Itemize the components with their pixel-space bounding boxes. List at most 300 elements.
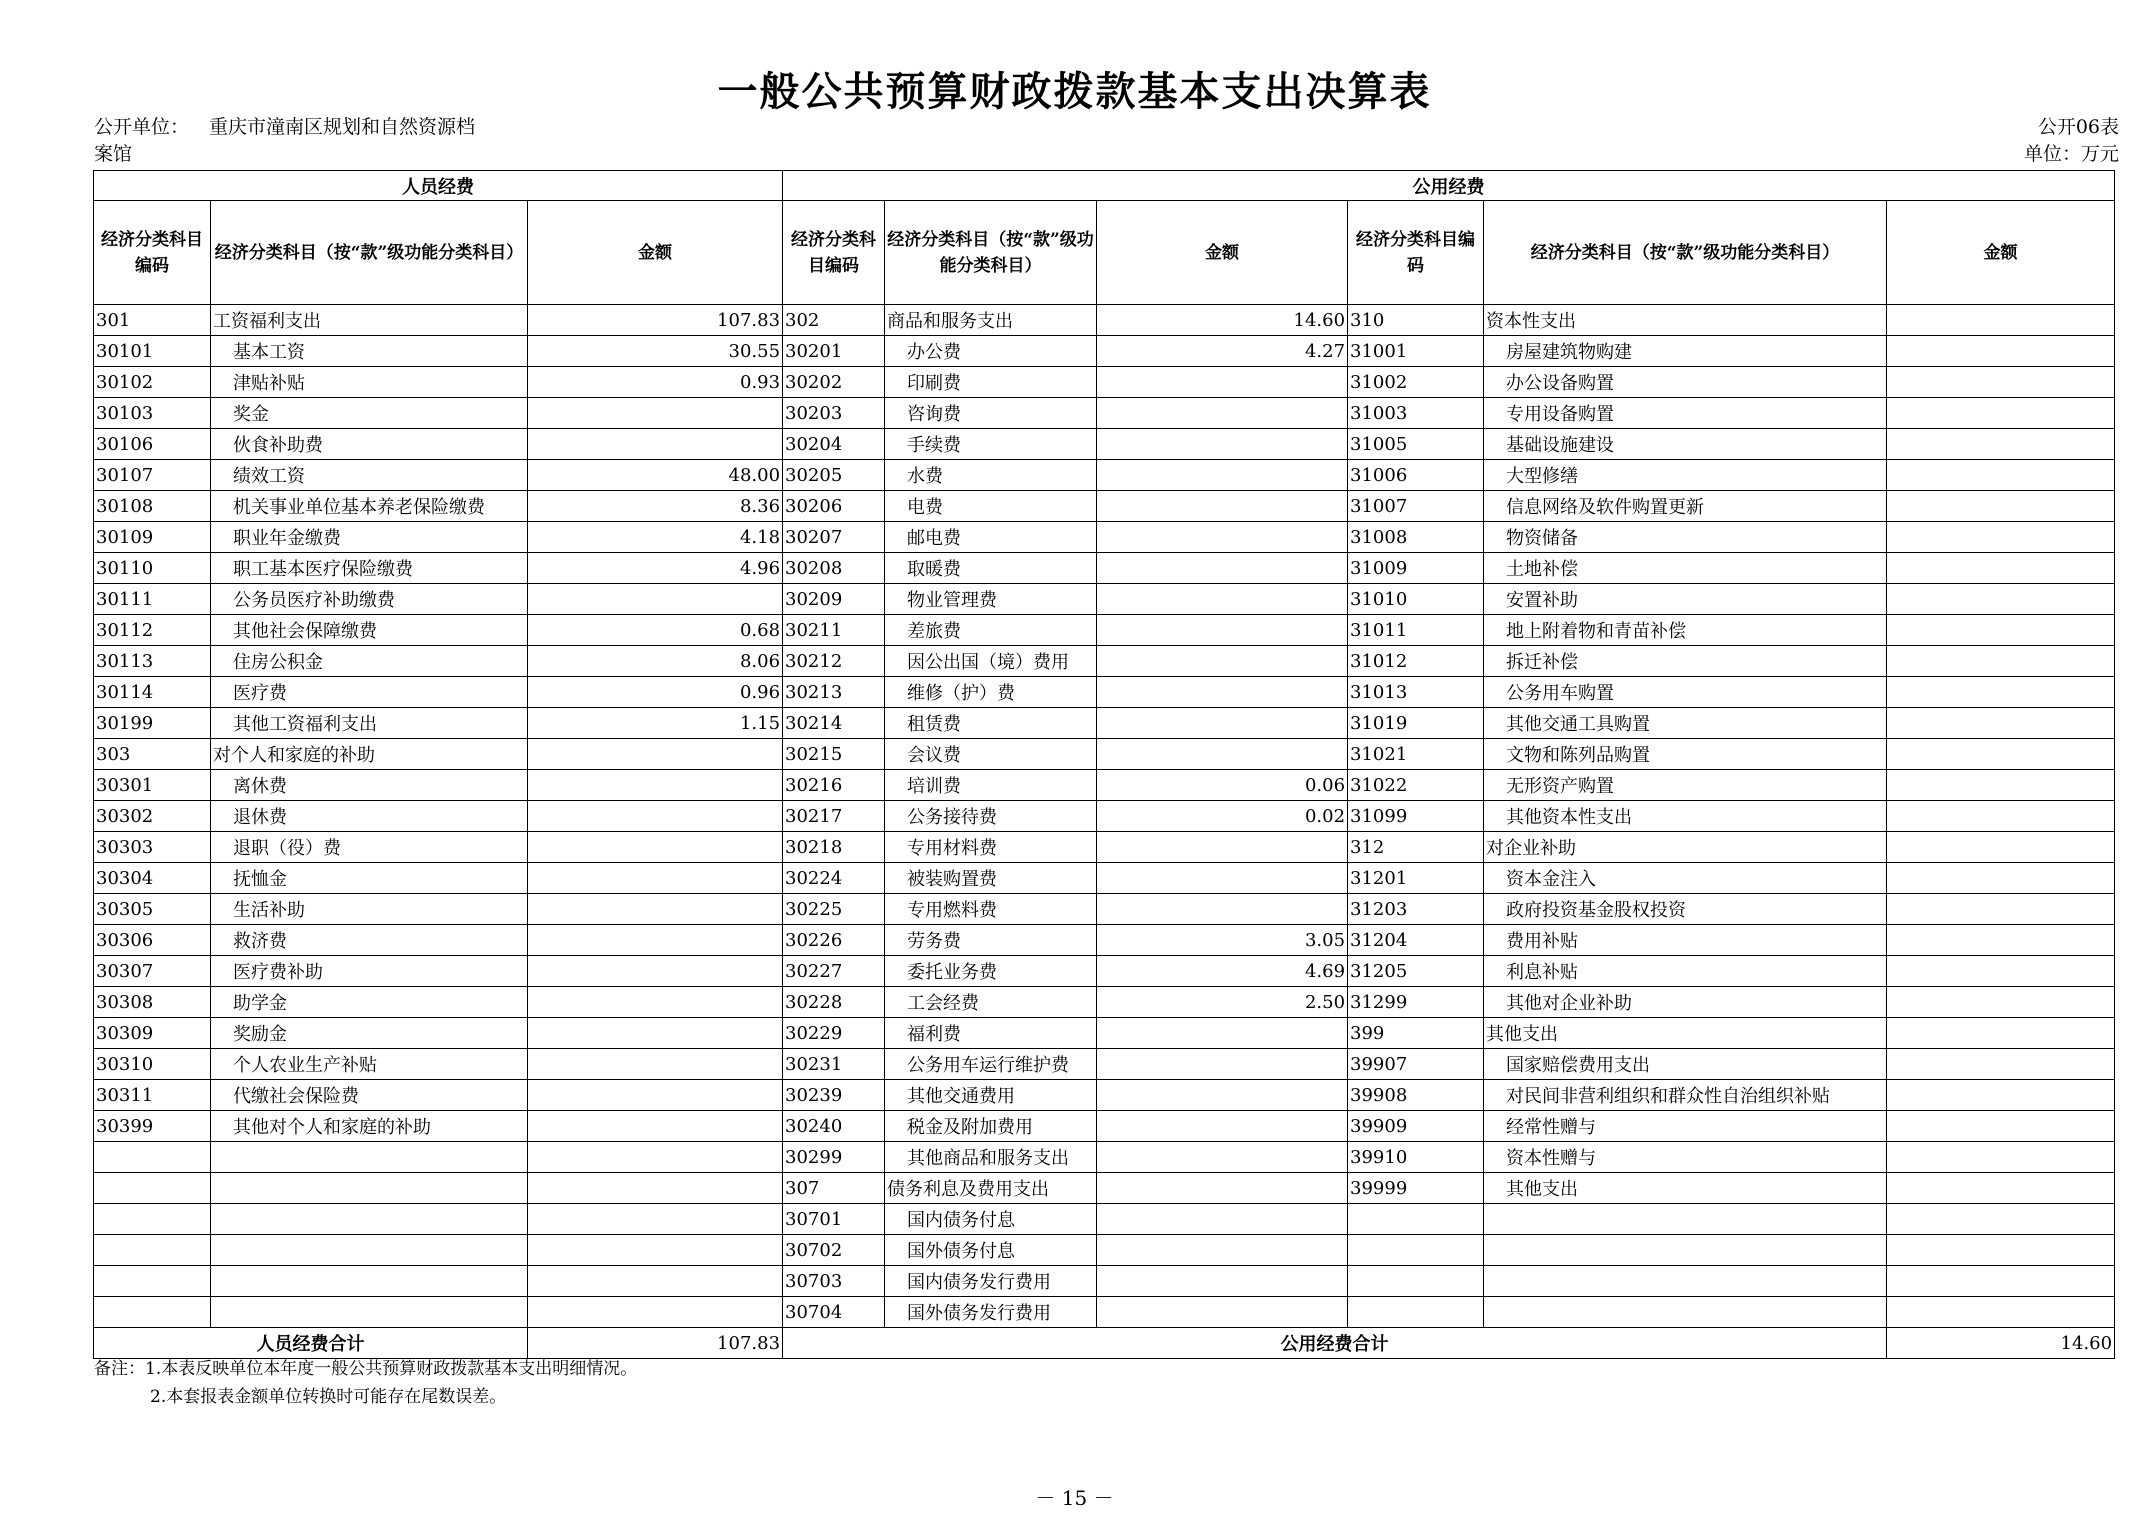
col-header-amount: 金额: [1887, 201, 2115, 305]
amount-cell: [528, 863, 783, 894]
table-row: [94, 553, 2115, 584]
col-header-amount: 金额: [528, 201, 783, 305]
table-row: [94, 677, 2115, 708]
table-row: [94, 925, 2115, 956]
amount-cell: [1097, 1235, 1348, 1266]
code-cell: 30101: [94, 336, 211, 367]
code-cell: 30114: [94, 677, 211, 708]
item-name-cell: 生活补助: [211, 894, 528, 925]
code-cell: 31012: [1348, 646, 1484, 677]
item-name-cell: 会议费: [885, 739, 1097, 770]
amount-cell: 0.96: [528, 677, 783, 708]
code-cell: 30239: [783, 1080, 885, 1111]
code-cell: 30108: [94, 491, 211, 522]
amount-cell: [528, 1018, 783, 1049]
table-row: [94, 1297, 2115, 1328]
item-name-cell: 国内债务付息: [885, 1204, 1097, 1235]
code-cell: 30109: [94, 522, 211, 553]
code-cell: 30301: [94, 770, 211, 801]
code-cell: 30209: [783, 584, 885, 615]
table-row: [94, 305, 2115, 336]
item-name-cell: 物业管理费: [885, 584, 1097, 615]
item-name-cell: 职工基本医疗保险缴费: [211, 553, 528, 584]
code-cell: 301: [94, 305, 211, 336]
col-header-amount: 金额: [1097, 201, 1348, 305]
code-cell: [1348, 1266, 1484, 1297]
table-row: [94, 1204, 2115, 1235]
table-row: [94, 956, 2115, 987]
amount-cell: 48.00: [528, 460, 783, 491]
amount-cell: [528, 925, 783, 956]
table-row: [94, 646, 2115, 677]
code-cell: 31013: [1348, 677, 1484, 708]
totals-row: [94, 1328, 2115, 1359]
amount-cell: [528, 832, 783, 863]
amount-cell: 0.02: [1097, 801, 1348, 832]
item-name-cell: 对个人和家庭的补助: [211, 739, 528, 770]
amount-cell: [528, 1235, 783, 1266]
item-name-cell: 工资福利支出: [211, 305, 528, 336]
code-cell: 39907: [1348, 1049, 1484, 1080]
item-name-cell: 委托业务费: [885, 956, 1097, 987]
code-cell: 31099: [1348, 801, 1484, 832]
code-cell: [94, 1235, 211, 1266]
item-name-cell: 债务利息及费用支出: [885, 1173, 1097, 1204]
item-name-cell: 办公费: [885, 336, 1097, 367]
table-row: [94, 367, 2115, 398]
table-row: [94, 832, 2115, 863]
table-row: [94, 1080, 2115, 1111]
amount-cell: [1887, 615, 2115, 646]
item-name-cell: 津贴补贴: [211, 367, 528, 398]
amount-cell: [1097, 1111, 1348, 1142]
amount-cell: [1097, 553, 1348, 584]
item-name-cell: 其他对个人和家庭的补助: [211, 1111, 528, 1142]
table-row: [94, 1173, 2115, 1204]
code-cell: 31003: [1348, 398, 1484, 429]
code-cell: 30206: [783, 491, 885, 522]
amount-cell: [528, 987, 783, 1018]
item-name-cell: 税金及附加费用: [885, 1111, 1097, 1142]
amount-cell: [528, 398, 783, 429]
table-body: [94, 305, 2115, 1328]
item-name-cell: 经常性赠与: [1484, 1111, 1887, 1142]
item-name-cell: 奖励金: [211, 1018, 528, 1049]
code-cell: 31005: [1348, 429, 1484, 460]
item-name-cell: 国外债务发行费用: [885, 1297, 1097, 1328]
amount-cell: [1097, 708, 1348, 739]
item-name-cell: 专用设备购置: [1484, 398, 1887, 429]
amount-cell: [1887, 1049, 2115, 1080]
code-cell: 30702: [783, 1235, 885, 1266]
amount-cell: [1887, 1111, 2115, 1142]
amount-cell: 4.18: [528, 522, 783, 553]
item-name-cell: 救济费: [211, 925, 528, 956]
code-cell: 30211: [783, 615, 885, 646]
code-cell: [1348, 1297, 1484, 1328]
table-row: [94, 522, 2115, 553]
item-name-cell: 信息网络及软件购置更新: [1484, 491, 1887, 522]
code-cell: 31204: [1348, 925, 1484, 956]
code-cell: [94, 1297, 211, 1328]
code-cell: 30303: [94, 832, 211, 863]
code-cell: 30306: [94, 925, 211, 956]
code-cell: 31019: [1348, 708, 1484, 739]
item-name-cell: 医疗费补助: [211, 956, 528, 987]
item-name-cell: 抚恤金: [211, 863, 528, 894]
code-cell: 30704: [783, 1297, 885, 1328]
code-cell: 30309: [94, 1018, 211, 1049]
table-row: [94, 894, 2115, 925]
amount-cell: [1887, 460, 2115, 491]
item-name-cell: 公务用车购置: [1484, 677, 1887, 708]
item-name-cell: 伙食补助费: [211, 429, 528, 460]
code-cell: 31007: [1348, 491, 1484, 522]
col-header-code: 经济分类科目编码: [783, 201, 885, 305]
amount-cell: [528, 1204, 783, 1235]
amount-cell: [1887, 801, 2115, 832]
code-cell: 31021: [1348, 739, 1484, 770]
item-name-cell: 其他资本性支出: [1484, 801, 1887, 832]
table-row: [94, 739, 2115, 770]
table-row: [94, 708, 2115, 739]
col-header-code: 经济分类科目编码: [1348, 201, 1484, 305]
code-cell: 30111: [94, 584, 211, 615]
unit-info: [94, 114, 475, 168]
item-name-cell: 拆迁补偿: [1484, 646, 1887, 677]
item-name-cell: 取暖费: [885, 553, 1097, 584]
code-cell: 30207: [783, 522, 885, 553]
code-cell: 30107: [94, 460, 211, 491]
amount-cell: [1097, 522, 1348, 553]
item-name-cell: 咨询费: [885, 398, 1097, 429]
amount-cell: [1887, 398, 2115, 429]
amount-cell: [528, 1266, 783, 1297]
code-cell: [94, 1204, 211, 1235]
amount-cell: [528, 1173, 783, 1204]
code-cell: 30205: [783, 460, 885, 491]
amount-cell: [1887, 832, 2115, 863]
item-name-cell: 其他支出: [1484, 1173, 1887, 1204]
code-cell: 31001: [1348, 336, 1484, 367]
amount-cell: [528, 584, 783, 615]
code-cell: 30216: [783, 770, 885, 801]
code-cell: 31008: [1348, 522, 1484, 553]
table-row: [94, 584, 2115, 615]
amount-cell: [1097, 739, 1348, 770]
code-cell: 39908: [1348, 1080, 1484, 1111]
item-name-cell: 印刷费: [885, 367, 1097, 398]
code-cell: 303: [94, 739, 211, 770]
amount-cell: [1097, 367, 1348, 398]
amount-cell: 4.96: [528, 553, 783, 584]
code-cell: 30224: [783, 863, 885, 894]
notes: [94, 1355, 637, 1411]
item-name-cell: [1484, 1204, 1887, 1235]
code-cell: 30213: [783, 677, 885, 708]
col-header-name: 经济分类科目（按“款”级功能分类科目）: [211, 201, 528, 305]
amount-cell: [1097, 1049, 1348, 1080]
item-name-cell: [211, 1266, 528, 1297]
item-name-cell: 其他社会保障缴费: [211, 615, 528, 646]
code-cell: 39999: [1348, 1173, 1484, 1204]
amount-cell: [1097, 429, 1348, 460]
amount-cell: [528, 956, 783, 987]
table-row: [94, 1049, 2115, 1080]
note-line: 备注：1.本表反映单位本年度一般公共预算财政拨款基本支出明细情况。: [94, 1359, 638, 1379]
code-cell: [94, 1173, 211, 1204]
code-cell: [94, 1266, 211, 1297]
amount-cell: 0.93: [528, 367, 783, 398]
item-name-cell: 利息补贴: [1484, 956, 1887, 987]
amount-cell: [1097, 646, 1348, 677]
item-name-cell: 国内债务发行费用: [885, 1266, 1097, 1297]
code-cell: 30217: [783, 801, 885, 832]
code-cell: 312: [1348, 832, 1484, 863]
code-cell: 30302: [94, 801, 211, 832]
amount-cell: [528, 894, 783, 925]
amount-cell: [1887, 305, 2115, 336]
code-cell: 30202: [783, 367, 885, 398]
item-name-cell: 政府投资基金股权投资: [1484, 894, 1887, 925]
amount-cell: 2.50: [1097, 987, 1348, 1018]
item-name-cell: 邮电费: [885, 522, 1097, 553]
code-cell: 31022: [1348, 770, 1484, 801]
item-name-cell: 退休费: [211, 801, 528, 832]
item-name-cell: [211, 1204, 528, 1235]
item-name-cell: 大型修缮: [1484, 460, 1887, 491]
code-cell: 30226: [783, 925, 885, 956]
code-cell: 30203: [783, 398, 885, 429]
code-cell: 31002: [1348, 367, 1484, 398]
item-name-cell: 其他交通费用: [885, 1080, 1097, 1111]
code-cell: 30102: [94, 367, 211, 398]
amount-cell: 4.69: [1097, 956, 1348, 987]
amount-cell: [1887, 739, 2115, 770]
code-cell: [1348, 1204, 1484, 1235]
table-row: [94, 770, 2115, 801]
item-name-cell: 个人农业生产补贴: [211, 1049, 528, 1080]
amount-cell: 0.06: [1097, 770, 1348, 801]
unit-name-cont: 案馆: [94, 143, 133, 165]
amount-cell: 30.55: [528, 336, 783, 367]
table-row: [94, 863, 2115, 894]
item-name-cell: 助学金: [211, 987, 528, 1018]
amount-cell: [1097, 1173, 1348, 1204]
code-cell: 30103: [94, 398, 211, 429]
table-row: [94, 398, 2115, 429]
amount-cell: [1097, 398, 1348, 429]
code-cell: 30229: [783, 1018, 885, 1049]
code-cell: 302: [783, 305, 885, 336]
item-name-cell: 劳务费: [885, 925, 1097, 956]
amount-cell: [1887, 1297, 2115, 1328]
code-cell: 30215: [783, 739, 885, 770]
item-name-cell: 奖金: [211, 398, 528, 429]
table-row: [94, 1266, 2115, 1297]
code-cell: 30240: [783, 1111, 885, 1142]
code-cell: 31205: [1348, 956, 1484, 987]
item-name-cell: 其他工资福利支出: [211, 708, 528, 739]
item-name-cell: 基础设施建设: [1484, 429, 1887, 460]
item-name-cell: 维修（护）费: [885, 677, 1097, 708]
item-name-cell: 福利费: [885, 1018, 1097, 1049]
table-row: [94, 1142, 2115, 1173]
code-cell: 30212: [783, 646, 885, 677]
code-cell: 30112: [94, 615, 211, 646]
amount-cell: 3.05: [1097, 925, 1348, 956]
amount-cell: [1097, 832, 1348, 863]
item-name-cell: 退职（役）费: [211, 832, 528, 863]
amount-cell: [1887, 863, 2115, 894]
table-row: [94, 491, 2115, 522]
amount-cell: [1887, 925, 2115, 956]
code-cell: 399: [1348, 1018, 1484, 1049]
item-name-cell: [211, 1297, 528, 1328]
item-name-cell: 公务用车运行维护费: [885, 1049, 1097, 1080]
table-row: [94, 1018, 2115, 1049]
code-cell: 30231: [783, 1049, 885, 1080]
amount-cell: [1097, 863, 1348, 894]
amount-cell: [528, 770, 783, 801]
item-name-cell: 对企业补助: [1484, 832, 1887, 863]
public-group-header: 公用经费: [783, 171, 2115, 201]
note-line: 2.本套报表金额单位转换时可能存在尾数误差。: [150, 1387, 507, 1407]
code-cell: 31006: [1348, 460, 1484, 491]
item-name-cell: 因公出国（境）费用: [885, 646, 1097, 677]
amount-cell: [1887, 336, 2115, 367]
item-name-cell: 对民间非营利组织和群众性自治组织补贴: [1484, 1080, 1887, 1111]
code-cell: 30106: [94, 429, 211, 460]
amount-cell: [1097, 1297, 1348, 1328]
code-cell: [1348, 1235, 1484, 1266]
amount-cell: [1887, 1018, 2115, 1049]
code-cell: 31203: [1348, 894, 1484, 925]
col-header-code: 经济分类科目编码: [94, 201, 211, 305]
amount-cell: [1887, 1142, 2115, 1173]
item-name-cell: [211, 1173, 528, 1204]
table-row: [94, 615, 2115, 646]
amount-cell: [1887, 956, 2115, 987]
item-name-cell: 公务接待费: [885, 801, 1097, 832]
amount-cell: [1097, 1018, 1348, 1049]
amount-cell: [1887, 584, 2115, 615]
amount-cell: 1.15: [528, 708, 783, 739]
item-name-cell: 住房公积金: [211, 646, 528, 677]
code-cell: 30204: [783, 429, 885, 460]
item-name-cell: 专用材料费: [885, 832, 1097, 863]
col-header-name: 经济分类科目（按“款”级功能分类科目）: [1484, 201, 1887, 305]
code-cell: 30307: [94, 956, 211, 987]
unit-name: 重庆市潼南区规划和自然资源档: [209, 116, 476, 138]
col-header-name: 经济分类科目（按“款”级功能分类科目）: [885, 201, 1097, 305]
amount-cell: [1887, 1235, 2115, 1266]
personnel-group-header: 人员经费: [94, 171, 783, 201]
item-name-cell: 房屋建筑物购建: [1484, 336, 1887, 367]
amount-cell: [1887, 367, 2115, 398]
public-total-label: 公用经费合计: [783, 1328, 1887, 1359]
amount-cell: [1887, 987, 2115, 1018]
item-name-cell: 资本性支出: [1484, 305, 1887, 336]
amount-cell: [1097, 677, 1348, 708]
code-cell: 30399: [94, 1111, 211, 1142]
amount-cell: [1887, 894, 2115, 925]
page-title: 一般公共预算财政拨款基本支出决算表: [717, 68, 1432, 115]
item-name-cell: 地上附着物和青苗补偿: [1484, 615, 1887, 646]
item-name-cell: 国家赔偿费用支出: [1484, 1049, 1887, 1080]
code-cell: 30214: [783, 708, 885, 739]
code-cell: 307: [783, 1173, 885, 1204]
table-number: 公开06表: [2037, 116, 2119, 138]
code-cell: 31009: [1348, 553, 1484, 584]
item-name-cell: 资本性赠与: [1484, 1142, 1887, 1173]
item-name-cell: 职业年金缴费: [211, 522, 528, 553]
item-name-cell: 绩效工资: [211, 460, 528, 491]
code-cell: 31299: [1348, 987, 1484, 1018]
code-cell: 30227: [783, 956, 885, 987]
code-cell: 31011: [1348, 615, 1484, 646]
item-name-cell: [1484, 1266, 1887, 1297]
item-name-cell: 医疗费: [211, 677, 528, 708]
code-cell: 30310: [94, 1049, 211, 1080]
amount-cell: [1097, 460, 1348, 491]
code-cell: 30308: [94, 987, 211, 1018]
item-name-cell: 办公设备购置: [1484, 367, 1887, 398]
table-row: [94, 336, 2115, 367]
item-name-cell: [1484, 1235, 1887, 1266]
item-name-cell: [1484, 1297, 1887, 1328]
amount-cell: [528, 1142, 783, 1173]
amount-cell: [1097, 1080, 1348, 1111]
code-cell: 30110: [94, 553, 211, 584]
item-name-cell: 租赁费: [885, 708, 1097, 739]
table-row: [94, 429, 2115, 460]
code-cell: 30305: [94, 894, 211, 925]
amount-cell: [1887, 1173, 2115, 1204]
item-name-cell: 手续费: [885, 429, 1097, 460]
table-info: [2024, 114, 2119, 168]
table-row: [94, 1235, 2115, 1266]
amount-cell: [1097, 1266, 1348, 1297]
item-name-cell: 其他支出: [1484, 1018, 1887, 1049]
amount-cell: [1097, 584, 1348, 615]
item-name-cell: 物资储备: [1484, 522, 1887, 553]
amount-cell: 8.36: [528, 491, 783, 522]
code-cell: 30304: [94, 863, 211, 894]
item-name-cell: 土地补偿: [1484, 553, 1887, 584]
item-name-cell: 基本工资: [211, 336, 528, 367]
code-cell: 39909: [1348, 1111, 1484, 1142]
item-name-cell: 专用燃料费: [885, 894, 1097, 925]
amount-cell: 14.60: [1097, 305, 1348, 336]
amount-cell: 0.68: [528, 615, 783, 646]
amount-cell: [528, 801, 783, 832]
code-cell: 31201: [1348, 863, 1484, 894]
table-row: [94, 460, 2115, 491]
item-name-cell: 离休费: [211, 770, 528, 801]
amount-cell: [1097, 894, 1348, 925]
item-name-cell: 差旅费: [885, 615, 1097, 646]
code-cell: 30218: [783, 832, 885, 863]
amount-cell: [528, 1111, 783, 1142]
table-row: [94, 1111, 2115, 1142]
amount-cell: [528, 1080, 783, 1111]
amount-cell: [1887, 646, 2115, 677]
item-name-cell: 无形资产购置: [1484, 770, 1887, 801]
code-cell: 30299: [783, 1142, 885, 1173]
item-name-cell: 培训费: [885, 770, 1097, 801]
item-name-cell: 被装购置费: [885, 863, 1097, 894]
